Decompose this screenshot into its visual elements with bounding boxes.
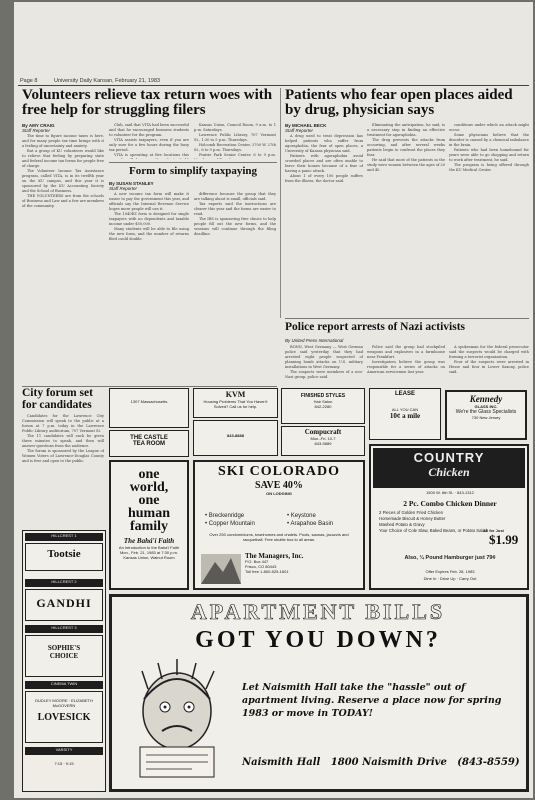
drug-column-1: A drug used to treat depression has helped patients who suffer from agoraphobia, the fear of open places, a University of Kansas physician said. Patients with agoraphobia avoid crowded places and are often unable to leave their homes because of a fear of having a panic attack. About 1 of every 100 people suffers from the illness, the doctor said. bbox=[285, 134, 363, 183]
ad-lovesick[interactable]: DUDLEY MOORE · ELIZABETH McGOVERN LOVESICK bbox=[25, 691, 103, 743]
ad-naismith-hall[interactable] bbox=[109, 594, 529, 792]
ad-tootsie[interactable]: Tootsie bbox=[25, 543, 103, 571]
forum-body: Candidates for the Lawrence City Commission will speak to the public at a forum at 7 p.m. today in the Lawrence Public Library auditorium, 707 Vermont St. The 11 candidates will each be given three minutes to speak, and then will answer questions from the audience. The forum is sponsored by the League of Women Voters of Lawrence-Douglas County and is free and open to the public. bbox=[22, 414, 104, 463]
chicken-menu: 2 Pieces of Golden Fried Chicken Homemade Biscuit & Honey Butter Mashed Potato & Gravy Your Choice of Cole Slaw, Baked Beans, or Potato Salad bbox=[379, 510, 488, 533]
ad-finished-styles[interactable]: FINISHED STYLES Hair Salon 842-2280 bbox=[281, 388, 365, 424]
drug-column-3: conditions under which an attack might occur. Some physicians believe that the disorder is caused by a chemical imbalance in the brain. Patients who had been homebound for years were able to go shopping and return to work after treatment, he said. The program is being offered through the KU Medical Center. bbox=[449, 123, 529, 172]
tax-column-3: Kansas Union, Council Room, 9 a.m. to 1 p.m. Saturdays. Lawrence Public Library, 707 Vermont St., 1:30 to 5 p.m. Thursdays. Holcomb Recreation Center, 2700 W. 27th St., 6 to 9 p.m. Thursdays. Prairie Park Senior Center, 6 to 9 p.m. bbox=[194, 123, 276, 157]
page-number: Page 8 bbox=[20, 78, 38, 84]
chicken-logo-band: COUNTRY Chicken bbox=[373, 448, 525, 488]
ad-compucraft[interactable]: Compucraft Mon.-Fri. 10-7 843-9889 bbox=[281, 426, 365, 456]
ad-castle-tea-room[interactable]: THE CASTLE TEA ROOM bbox=[109, 430, 189, 457]
nazi-headline: Police report arrests of Nazi activists bbox=[285, 321, 466, 333]
column-rule bbox=[280, 88, 281, 318]
tax-column-1: The time to figure income taxes is here, and for many people tax time brings with it a feeling of uncertainty and anxiety. But a group of KU volunteers would like to relieve that feeling by preparing state and federal income tax forms for people free of charge. The Volunteer Income Tax Assistance program, called VITA, is in its twelfth year on the KU campus, and this year it is sponsored by the KU Accounting Society and the School of Business. THE VOLUNTEERS are from the schools of Business and Law and a few are members of the community. bbox=[22, 134, 104, 208]
ad-kennedy-glass[interactable]: Kennedy GLASS INC. We're the Glass Specialists 730 New Jersey bbox=[445, 390, 527, 440]
nazi-byline: By United Press International bbox=[285, 338, 344, 343]
forms-headline: Form to simplify taxpaying bbox=[128, 165, 258, 177]
forms-byline: By SUSAN STANLEY Staff Reporter bbox=[109, 181, 154, 192]
ad-kvm[interactable]: KVM Housing Problems That You Haven't Solved? Call us for help. bbox=[193, 388, 278, 418]
ad-bahai[interactable]: one world, one human family The Bahá'í Faith An Introduction to the Baha'i Faith Mon., Feb. 21, 1983 at 7:30 p.m. Kansas Union, Walnut Room bbox=[109, 460, 189, 590]
apartment-bills-title: APARTMENT BILLS bbox=[190, 599, 446, 624]
tax-column-2: Club, said that VITA had been successful and that he encouraged business students to volunteer for the program. VITA assists taxpayers, even if you are only sure for a few hours during the busy tax period. VITA is operating at five locations this bbox=[109, 123, 189, 157]
ad-gandhi[interactable]: GANDHI bbox=[25, 589, 103, 621]
ad-kvm-phone: 843-8888 bbox=[193, 420, 278, 456]
drug-column-2: Eliminating the anticipation, he said, is a necessary step in finding an effective treatment for agoraphobia. The drug prevents the attacks from occurring, and after several weeks patients begin to confront the places they fear. He said that most of the patients in the study were women between the ages of 20 and 40. bbox=[367, 123, 445, 172]
ad-country-chicken[interactable]: COUNTRY Chicken 1500 W. 6th St. · 843-1312 2 Pc. Combo Chicken Dinner 2 Pieces of Golden Fried Chicken Homemade Biscuit & Honey Butter Mashed Potato & Gravy Your Choice of Cole Slaw, Baked Beans, or Potato Salad All for Just $1.99 Also, ¼ Pound Hamburger just 79¢ Offer Expires Feb. 28, 1983 Dine In · Drive Up · Carry Out bbox=[369, 444, 529, 590]
drug-headline: Patients who fear open places aided by drug, physician says bbox=[285, 87, 513, 119]
nazi-column-3: A spokesman for the federal prosecutor said the suspects would be charged with forming a terrorist organization. Four of the suspects were arrested in Hesse and four in Lower Saxony, police said. bbox=[449, 345, 529, 374]
got-you-down-title: GOT YOU DOWN? bbox=[195, 627, 441, 653]
nazi-column-1: BONN, West Germany — West German police said yesterday that they had arrested eight people suspected of planning bomb attacks on U.S. military installations in West Germany. The suspects were members of a neo-Nazi group, police said. bbox=[285, 345, 363, 379]
apartment-ad-body: Let Naismith Hall take the "hassle" out of apartment living. Reserve a place now for spring 1983 or move in TODAY! bbox=[242, 682, 502, 719]
ad-ski-colorado[interactable]: SKI COLORADO SAVE 40% ON LODGING • Breckenridge • Copper Mountain • Keystone • Arapahoe Basin Over 250 condominiums, townhomes and chalets. Pools, saunas, jacuzzis and racquetball. Free shuttle bus to all areas. The Managers, Inc. P.O. Box 447 Frisco, CO 80443 Toll free 1-800-525-1601 bbox=[193, 460, 365, 590]
paper-dateline: University Daily Kansan, February 21, 1983 bbox=[54, 78, 161, 84]
forum-headline: City forum set for candidates bbox=[22, 387, 93, 411]
tax-headline: Volunteers relieve tax return woes with free help for struggling filers bbox=[22, 87, 273, 119]
ski-resorts-right: • Keystone • Arapahoe Basin bbox=[287, 513, 334, 527]
ad-antiques: 1307 Massachusetts bbox=[109, 388, 189, 428]
divider bbox=[285, 318, 529, 319]
ad-lease[interactable]: LEASE ALL YOU CAN 10¢ a mile bbox=[369, 388, 441, 440]
divider bbox=[109, 162, 277, 163]
movie-listings: HILLCREST 1 Tootsie HILLCREST 2 GANDHI HILLCREST 3 SOPHIE'S CHOICE CINEMA TWIN DUDLEY MOORE · ELIZABETH McGOVERN LOVESICK VARSITY 7:15 · 9:15 bbox=[22, 530, 106, 792]
ad-sophies-choice[interactable]: SOPHIE'S CHOICE bbox=[25, 635, 103, 677]
mountain-illustration bbox=[201, 554, 241, 584]
ski-resorts-left: • Breckenridge • Copper Mountain bbox=[205, 513, 255, 527]
forms-column-2: difference because the group that they are talking about is small, officials said. Tax experts said the instructions are clearer this year and the forms are easier to read. The IRS is sponsoring free clinics to help people fill out the new forms, and the sessions will continue through the filing deadline. bbox=[194, 192, 276, 236]
folio-rule bbox=[18, 85, 529, 86]
chicken-price: $1.99 bbox=[489, 532, 519, 547]
nazi-column-2: Police said the group had stockpiled weapons and explosives in a farmhouse near Frankfurt. Investigators believe the group was responsible for a series of attacks on American servicemen last year. bbox=[367, 345, 445, 374]
drug-byline: By MICHAEL BECK Staff Reporter bbox=[285, 123, 327, 134]
stressed-cartoon-illustration bbox=[122, 659, 232, 779]
naismith-contact: Naismith Hall 1800 Naismith Drive (843-8559) bbox=[242, 757, 520, 768]
forms-column-1: A new income tax form will make it easier to pay the government this year, and officials say the Internal Revenue Service hopes more people will use it. The 1040EZ form is designed for single taxpayers with no dependents and taxable income under $50,000. Many students will be able to file using the new form, and the number of returns filed could double. bbox=[109, 192, 189, 241]
newspaper-page bbox=[14, 2, 533, 798]
tax-byline: By AMY CRAIG Staff Reporter bbox=[22, 123, 55, 134]
